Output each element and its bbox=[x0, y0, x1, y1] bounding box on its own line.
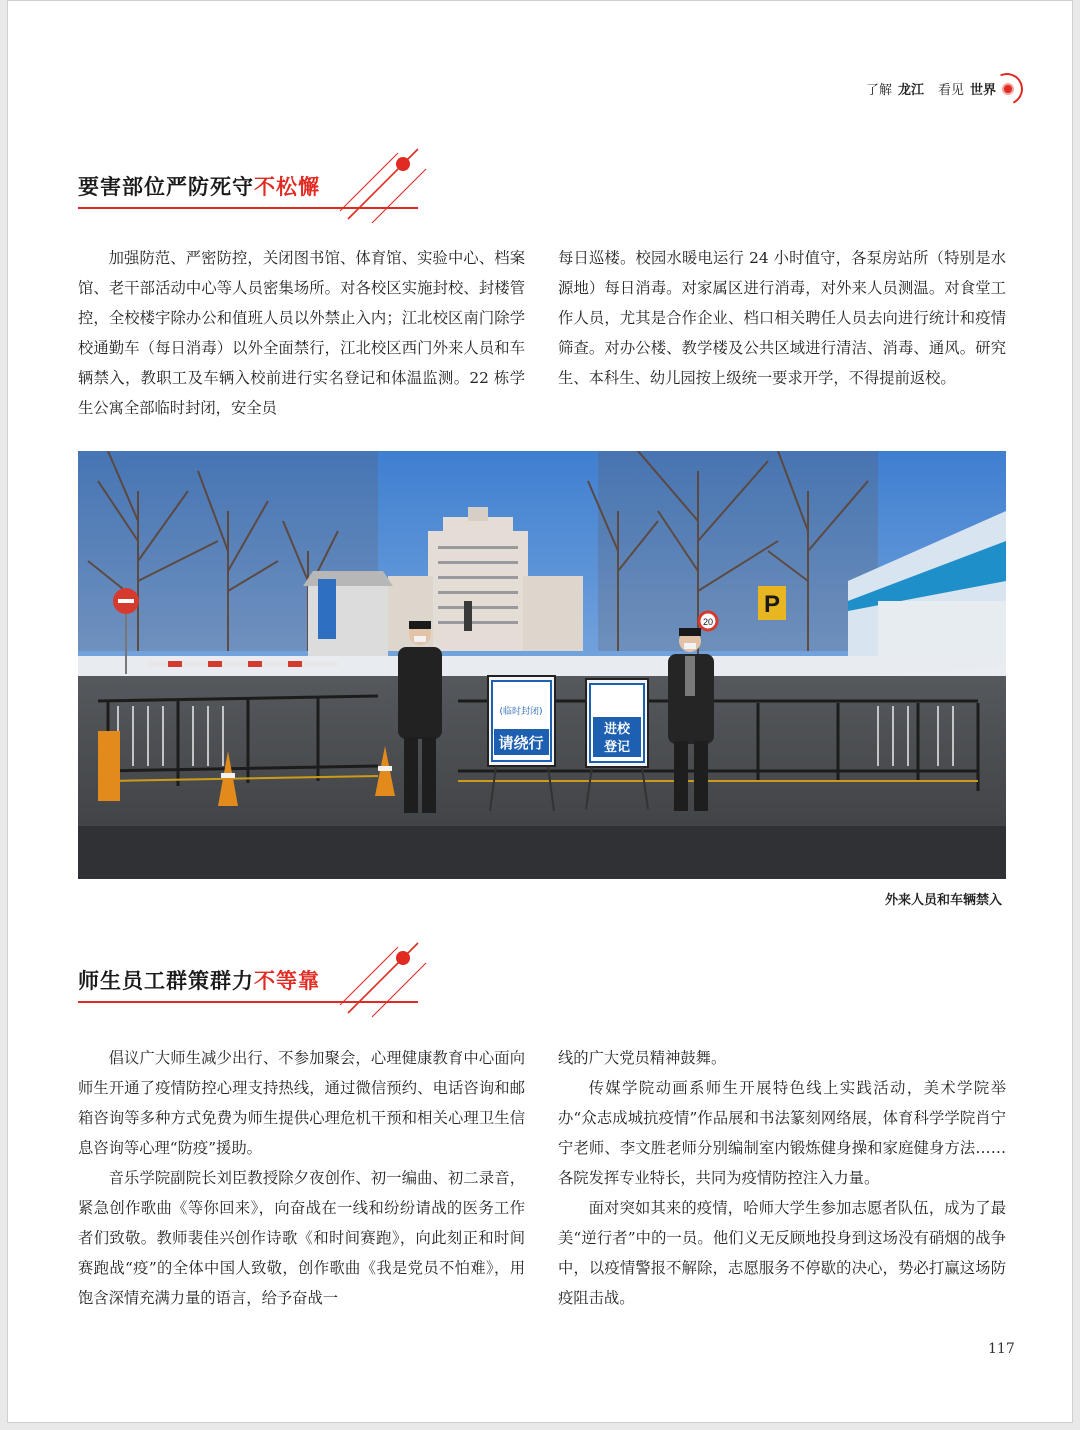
detour-sign-big: 请绕行 bbox=[498, 734, 544, 752]
header-arc-icon bbox=[986, 68, 1027, 109]
header-part2: 龙江 bbox=[898, 83, 925, 98]
header-part1: 了解 bbox=[866, 83, 893, 98]
slash-dot-decoration-icon bbox=[338, 139, 428, 229]
section2-paragraph-2: 音乐学院副院长刘臣教授除夕夜创作、初一编曲、初二录音，紧急创作歌曲《等你回来》，向奋战在一线和纷纷请战的医务工作者们致敬。教师裴佳兴创作诗歌《和时间赛跑》，向此刻正和时间赛跑战“疫”的全体中国人致敬，创作歌曲《我是党员不怕难》，用饱含深情充满力量的语言，给予奋战一 bbox=[78, 1169, 525, 1307]
section2-paragraph-2-cont: 线的广大党员精神鼓舞。 bbox=[558, 1049, 727, 1067]
registration-sign-line1: 进校 bbox=[603, 722, 631, 737]
photo-caption: 外来人员和车辆禁入 bbox=[884, 893, 1002, 908]
section1-paragraph-right: 每日巡楼。校园水暖电运行 24 小时值守，各泵房站所（特别是水源地）每日消毒。对家属区进行消毒，对外来人员测温。对食堂工作人员，尤其是合作企业、档口相关聘任人员去向进行统计和疫情筛查。对办公楼、教学楼及公共区域进行清洁、消毒、通风。研究生、本科生、幼儿园按上级统一要求开学，不得提前返校。 bbox=[558, 249, 1006, 387]
magazine-page bbox=[7, 0, 1073, 1423]
section1-title: 要害部位严防死守不松懈 bbox=[78, 175, 320, 199]
slash-dot-decoration-icon bbox=[338, 933, 428, 1023]
speed-sign-label: 20 bbox=[702, 617, 714, 627]
section2-paragraph-1: 倡议广大师生减少出行、不参加聚会，心理健康教育中心面向师生开通了疫情防控心理支持热线，通过微信预约、电话咨询和邮箱咨询等多种方式免费为师生提供心理危机干预和相关心理卫生信息咨询等心理“防疫”援助。 bbox=[78, 1049, 525, 1157]
section1-paragraph-left: 加强防范、严密防控，关闭图书馆、体育馆、实验中心、档案馆、老干部活动中心等人员密集场所。对各校区实施封校、封楼管控，全校楼宇除办公和值班人员以外禁止入内；江北校区南门除学校通勤车（每日消毒）以外全面禁行，江北校区西门外来人员和车辆禁入，教职工及车辆入校前进行实名登记和体温监测。22 栋学生公寓全部临时封闭，安全员 bbox=[78, 249, 525, 417]
section2-paragraph-3: 传媒学院动画系师生开展特色线上实践活动，美术学院举办“众志成城抗疫情”作品展和书法篆刻网络展，体育科学学院肖宁宁老师、李文胜老师分别编制室内锻炼健身操和家庭健身方法……各院发挥专业特长，共同为疫情防控注入力量。 bbox=[558, 1079, 1006, 1187]
header-part3: 看见 bbox=[938, 83, 965, 98]
parking-sign-label: P bbox=[763, 591, 781, 618]
section2-paragraph-4: 面对突如其来的疫情，哈师大学生参加志愿者队伍，成为了最美“逆行者”中的一员。他们义无反顾地投身到这场没有硝烟的战争中，以疫情警报不解除，志愿服务不停歇的决心，势必打赢这场防疫阻击战。 bbox=[558, 1199, 1006, 1307]
photo-illustration bbox=[78, 451, 1006, 879]
section2-column-right bbox=[558, 1043, 1006, 1313]
registration-sign-line2: 登记 bbox=[603, 740, 631, 755]
section1-column-right bbox=[558, 243, 1006, 393]
section2-column-left bbox=[78, 1043, 525, 1313]
section1-column-left bbox=[78, 243, 525, 423]
detour-sign-small: (临时封闭) bbox=[499, 707, 543, 717]
section2-heading bbox=[78, 943, 438, 1023]
header-part4: 世界 bbox=[970, 83, 997, 98]
section1-heading bbox=[78, 149, 438, 229]
section2-title: 师生员工群策群力不等靠 bbox=[78, 969, 320, 993]
page-number: 117 bbox=[988, 1341, 1015, 1357]
campus-gate-photo bbox=[78, 451, 1006, 879]
